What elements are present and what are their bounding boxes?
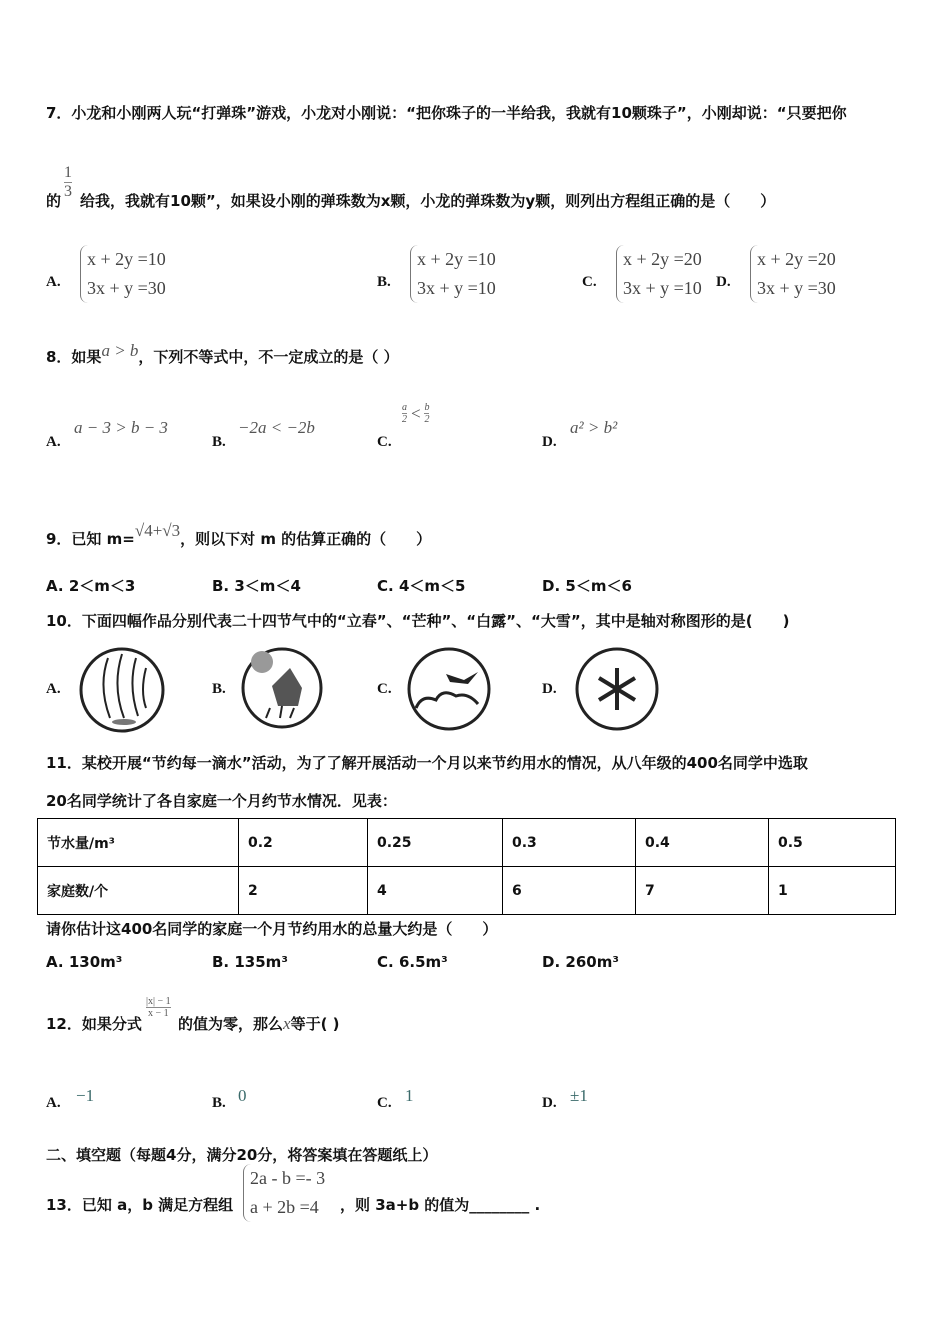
option-text: 3＜m＜4 — [234, 577, 301, 595]
q8-option-b[interactable]: −2a < −2b — [238, 418, 315, 437]
q7-option-c-label: C. — [582, 274, 597, 290]
equation: 3x + y =10 — [417, 278, 496, 298]
q9-option-c[interactable] — [377, 575, 465, 596]
q7-line1: 7．小龙和小刚两人玩“打弹珠”游戏，小龙对小刚说：“把你珠子的一半给我，我就有10颗珠子”，小刚却说：“只要把你 — [46, 104, 847, 122]
q8-option-d-label: D. — [542, 434, 557, 450]
q8-option-a[interactable]: a − 3 > b − 3 — [74, 418, 168, 437]
house-sun-icon[interactable] — [240, 646, 324, 730]
table-cell: 2 — [239, 867, 368, 915]
equation: 2a - b =- 3 — [250, 1168, 326, 1188]
table-header-cell: 节水量/m³ — [38, 819, 239, 867]
equation: x + 2y =20 — [623, 249, 702, 269]
option-text: 130m³ — [68, 953, 123, 971]
q12-option-c-label: C. — [377, 1095, 392, 1111]
equation: x + 2y =10 — [417, 249, 496, 269]
q9-expression: √4+√3 — [134, 521, 181, 540]
q13-post: ，则 3a+b 的值为________ . — [340, 1196, 541, 1214]
table-cell: 0.5 — [769, 819, 896, 867]
q12-option-b[interactable]: 0 — [238, 1086, 247, 1105]
q11-question: 请你估计这400名同学的家庭一个月节约用水的总量大约是（ ） — [46, 920, 498, 938]
q11-line2: 20名同学统计了各自家庭一个月约节水情况．见表： — [46, 792, 397, 810]
fraction — [424, 402, 429, 425]
willow-icon[interactable] — [78, 646, 166, 734]
q11-line1: 11．某校开展“节约每一滴水”活动，为了了解开展活动一个月以来节约用水的情况，从八年级的400名同学中选取 — [46, 754, 808, 772]
q7-option-d-label: D. — [716, 274, 731, 290]
q8-option-a-label: A. — [46, 434, 61, 450]
q13-pre: 13．已知 a，b 满足方程组 — [46, 1196, 234, 1214]
option-text: 135m³ — [234, 953, 288, 971]
water-saving-table — [37, 818, 896, 915]
option-label: B. — [212, 577, 230, 595]
q11-option-b[interactable] — [212, 953, 288, 971]
q12-end: 等于( ) — [290, 1015, 340, 1033]
bird-cloud-icon[interactable] — [406, 646, 492, 732]
denominator: x − 1 — [148, 1008, 169, 1019]
option-label: B. — [212, 953, 230, 971]
q12-fraction — [146, 996, 171, 1019]
q12-option-a-label: A. — [46, 1095, 61, 1111]
q8-option-d[interactable]: a² > b² — [570, 418, 618, 437]
snowflake-icon[interactable] — [574, 646, 660, 732]
q9-stem — [46, 521, 432, 549]
q7-option-b[interactable] — [410, 245, 496, 303]
q8-condition: a > b — [101, 341, 139, 360]
operator: < — [410, 403, 422, 423]
q8-stem — [46, 341, 399, 367]
q11-option-c[interactable] — [377, 953, 448, 971]
q7-option-d[interactable] — [750, 245, 836, 303]
q9-option-b[interactable] — [212, 575, 301, 596]
q9-option-d[interactable] — [542, 575, 632, 596]
q8-post: ，下列不等式中，不一定成立的是（ ） — [138, 348, 399, 366]
table-cell: 4 — [368, 867, 503, 915]
q7-option-c[interactable] — [616, 245, 702, 303]
option-label: A. — [46, 577, 64, 595]
option-label: A. — [46, 953, 64, 971]
q8-pre: 8．如果 — [46, 348, 102, 366]
q12-pre: 12．如果分式 — [46, 1015, 142, 1033]
fraction — [402, 402, 407, 425]
option-text: 4＜m＜5 — [398, 577, 466, 595]
q12-option-c[interactable]: 1 — [405, 1086, 414, 1105]
option-text: 260m³ — [565, 953, 619, 971]
equation: a + 2b =4 — [250, 1197, 319, 1217]
q10-option-a-label: A. — [46, 681, 61, 697]
q7-option-a[interactable] — [80, 245, 166, 303]
q8-option-c-label: C. — [377, 434, 392, 450]
q9-post: ，则以下对 m 的估算正确的（ ） — [180, 530, 432, 548]
q9-option-a[interactable] — [46, 575, 135, 596]
equation: 3x + y =30 — [87, 278, 166, 298]
equation: 3x + y =10 — [623, 278, 702, 298]
q12-variable: x — [283, 1014, 291, 1033]
option-text: 2＜m＜3 — [68, 577, 136, 595]
q8-option-c[interactable] — [402, 402, 429, 425]
table-row — [38, 819, 896, 867]
q7-line2-prefix: 的 — [46, 192, 62, 210]
option-label: D. — [542, 577, 561, 595]
denominator: 2 — [424, 414, 430, 425]
q12-option-b-label: B. — [212, 1095, 226, 1111]
q13-system — [243, 1164, 325, 1222]
table-cell: 0.3 — [503, 819, 636, 867]
option-label: C. — [377, 577, 394, 595]
table-cell: 7 — [636, 867, 769, 915]
option-text: 5＜m＜6 — [565, 577, 632, 595]
q12-post — [178, 1013, 340, 1034]
numerator: b — [424, 402, 430, 413]
q7-option-a-label: A. — [46, 274, 61, 290]
equation: x + 2y =20 — [757, 249, 836, 269]
equation: x + 2y =10 — [87, 249, 166, 269]
table-cell: 6 — [503, 867, 636, 915]
option-text: 6.5m³ — [398, 953, 448, 971]
option-label: C. — [377, 953, 394, 971]
fraction-denominator: 3 — [64, 183, 72, 200]
table-header-cell: 家庭数/个 — [38, 867, 239, 915]
numerator: |x| − 1 — [146, 996, 171, 1007]
option-label: D. — [542, 953, 561, 971]
q12-mid: 的值为零，那么 — [178, 1015, 284, 1033]
q10-option-d-label: D. — [542, 681, 557, 697]
table-row — [38, 867, 896, 915]
q7-fraction — [64, 164, 72, 201]
table-cell: 0.4 — [636, 819, 769, 867]
q11-option-a[interactable] — [46, 953, 122, 971]
q10-option-b-label: B. — [212, 681, 226, 697]
q7-option-b-label: B. — [377, 274, 391, 290]
q10-option-c-label: C. — [377, 681, 392, 697]
q12-option-a[interactable]: −1 — [76, 1086, 95, 1105]
numerator: a — [402, 402, 407, 413]
q8-option-b-label: B. — [212, 434, 226, 450]
section-2-heading: 二、填空题（每题4分，满分20分，将答案填在答题纸上） — [46, 1146, 438, 1164]
equation: 3x + y =30 — [757, 278, 836, 298]
q9-pre: 9．已知 m= — [46, 530, 135, 548]
q11-option-d[interactable] — [542, 953, 619, 971]
q10-stem: 10．下面四幅作品分别代表二十四节气中的“立春”、“芒种”、“白露”、“大雪”，其中是轴对称图形的是( ) — [46, 612, 790, 630]
table-cell: 0.2 — [239, 819, 368, 867]
denominator: 2 — [402, 414, 407, 425]
q7-line2: 给我，我就有10颗”，如果设小刚的弹珠数为x颗，小龙的弹珠数为y颗，则列出方程组正确的是（ ） — [80, 192, 776, 210]
q12-option-d-label: D. — [542, 1095, 557, 1111]
fraction-numerator: 1 — [64, 164, 72, 181]
q12-option-d[interactable]: ±1 — [570, 1086, 588, 1105]
table-cell: 0.25 — [368, 819, 503, 867]
table-cell: 1 — [769, 867, 896, 915]
